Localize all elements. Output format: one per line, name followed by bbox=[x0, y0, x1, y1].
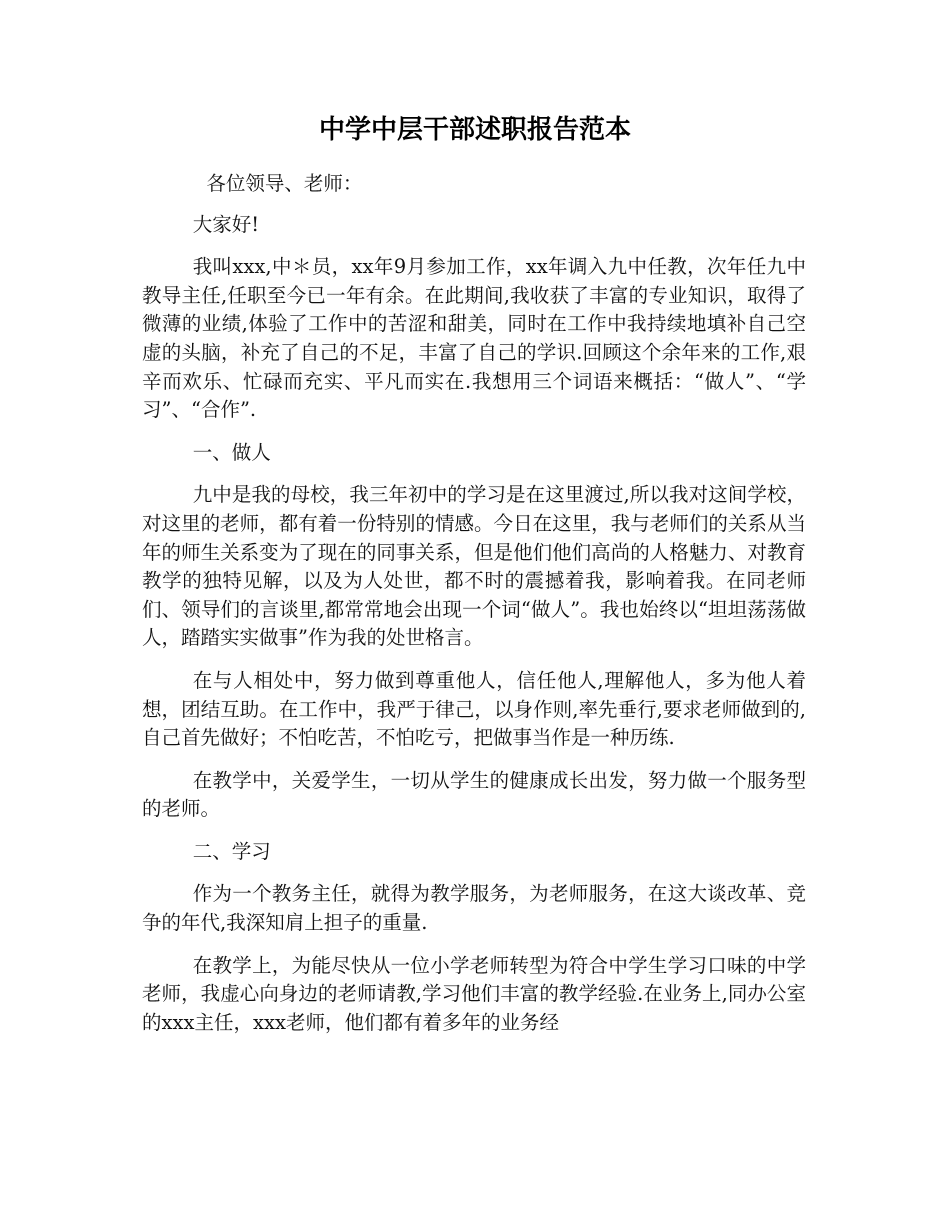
paragraph: 在与人相处中，努力做到尊重他人，信任他人,理解他人，多为他人着想，团结互助。在工作中，我严于律己，以身作则,率先垂行,要求老师做到的,自己首先做好；不怕吃苦，不怕吃亏，把做事当作是一种历练. bbox=[142, 668, 806, 750]
paragraph: 在教学上，为能尽快从一位小学老师转型为符合中学生学习口味的中学老师，我虚心向身边的老师请教,学习他们丰富的教学经验.在业务上,同办公室的xxx主任，xxx老师，他们都有着多年的业务经 bbox=[142, 953, 806, 1034]
section-heading-zuoren: 一、做人 bbox=[192, 440, 271, 464]
paragraph: 九中是我的母校，我三年初中的学习是在这里渡过,所以我对这间学校，对这里的老师，都有着一份特别的情感。今日在这里，我与老师们的关系从当年的师生关系变为了现在的同事关系，但是他们他们高尚的人格魅力、对教育教学的独特见解，以及为人处世，都不时的震撼着我，影响着我。在同老师们、领导们的言谈里,都常常地会出现一个词“做人”。我也始终以“坦坦荡荡做人，踏踏实实做事”作为我的处世格言。 bbox=[142, 483, 806, 650]
document-body bbox=[142, 170, 806, 1051]
document-title: 中学中层干部述职报告范本 bbox=[318, 115, 631, 145]
paragraph-intro: 我叫xxx,中＊员，xx年9月参加工作，xx年调入九中任教，次年任九中教导主任,任职至今已一年有余。在此期间,我收获了丰富的专业知识，取得了微薄的业绩,体验了工作中的苦涩和甜美，同时在工作中我持续地填补自己空虚的头脑，补充了自己的不足，丰富了自己的学识.回顾这个余年来的工作,艰辛而欢乐、忙碌而充实、平凡而实在.我想用三个词语来概括：“做人”、“学习”、“合作”. bbox=[142, 255, 806, 422]
section-heading-xuexi: 二、学习 bbox=[192, 839, 271, 863]
paragraph: 在教学中，关爱学生，一切从学生的健康成长出发，努力做一个服务型的老师。 bbox=[142, 768, 806, 821]
salutation: 各位领导、老师： bbox=[206, 172, 363, 195]
paragraph: 作为一个教务主任，就得为教学服务，为老师服务，在这大谈改革、竞争的年代,我深知肩上担子的重量. bbox=[142, 882, 806, 935]
greeting: 大家好! bbox=[192, 212, 260, 236]
